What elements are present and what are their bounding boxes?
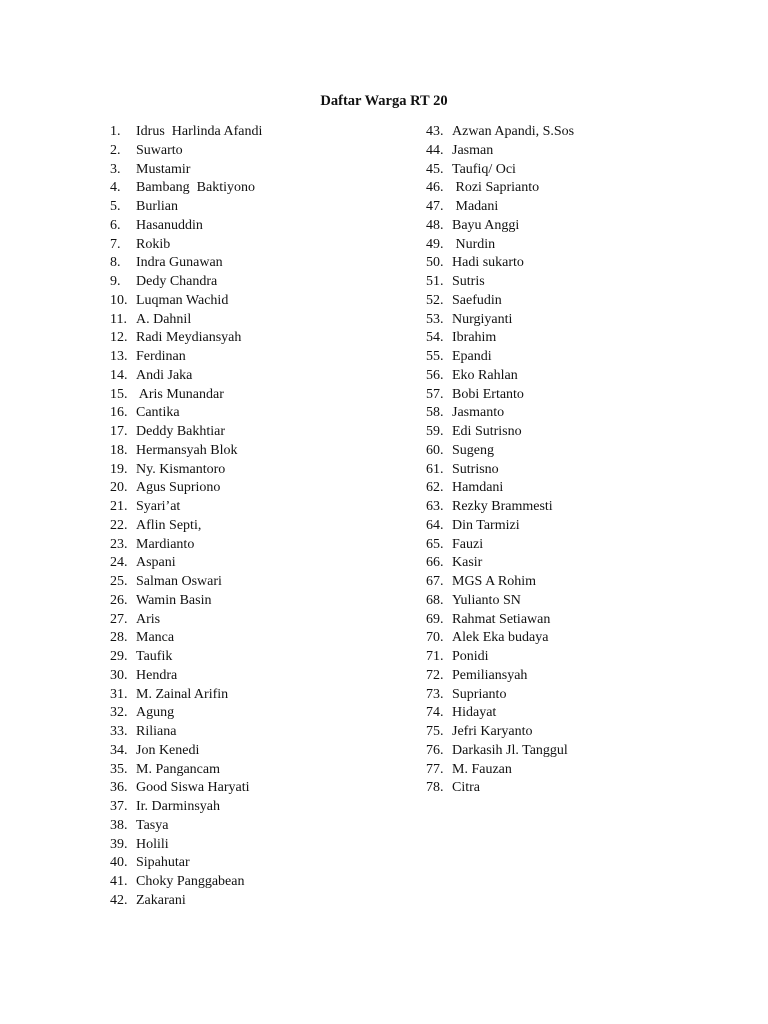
- resident-list-item: [426, 648, 726, 667]
- resident-list-item: [426, 686, 726, 705]
- resident-list-item: [426, 367, 726, 386]
- resident-name: Suwarto: [136, 142, 183, 158]
- resident-number: 76.: [426, 742, 444, 758]
- resident-list-item: [426, 611, 726, 630]
- resident-list-item: [110, 723, 410, 742]
- resident-number: 26.: [110, 592, 128, 608]
- resident-name: Mardianto: [136, 536, 195, 552]
- resident-list-item: [110, 667, 410, 686]
- resident-number: 25.: [110, 574, 128, 589]
- resident-name: Azwan Apandi, S.Sos: [452, 124, 575, 139]
- resident-number: 77.: [426, 761, 444, 777]
- resident-list-item: [426, 761, 726, 780]
- resident-number: 37.: [110, 799, 128, 814]
- resident-list-item: [110, 517, 410, 536]
- resident-number: 34.: [110, 742, 128, 758]
- resident-name: M. Zainal Arifin: [136, 686, 229, 702]
- resident-name: Saefudin: [452, 292, 502, 308]
- resident-number: 51.: [426, 274, 444, 289]
- resident-list-item: [426, 123, 726, 142]
- resident-list-item: [426, 629, 726, 648]
- resident-name: Hadi sukarto: [452, 255, 524, 271]
- resident-list-item: [426, 517, 726, 536]
- resident-list-item: [110, 479, 410, 498]
- resident-name: Ny. Kismantoro: [136, 461, 226, 477]
- page-title: Daftar Warga RT 20: [320, 93, 448, 109]
- resident-name: M. Fauzan: [452, 761, 512, 777]
- resident-name: Jon Kenedi: [136, 742, 200, 758]
- resident-list-left: [110, 123, 410, 911]
- resident-name: Sutris: [452, 274, 485, 289]
- resident-list-item: [426, 704, 726, 723]
- resident-name: Syari’at: [136, 499, 181, 514]
- resident-name: Burlian: [136, 199, 178, 214]
- resident-list-item: [110, 329, 410, 348]
- resident-number: 14.: [110, 367, 128, 383]
- resident-number: 43.: [426, 124, 444, 139]
- resident-list-item: [426, 236, 726, 255]
- resident-list-item: [110, 161, 410, 180]
- resident-list-item: [110, 704, 410, 723]
- resident-name: Deddy Bakhtiar: [136, 424, 226, 439]
- resident-list-item: [110, 798, 410, 817]
- resident-list-item: [426, 423, 726, 442]
- resident-number: 15.: [110, 386, 128, 402]
- resident-number: 60.: [426, 442, 444, 458]
- resident-number: 31.: [110, 686, 128, 702]
- resident-list-item: [110, 648, 410, 667]
- resident-list-item: [110, 404, 410, 423]
- resident-name: Pemiliansyah: [452, 667, 528, 683]
- resident-number: 73.: [426, 686, 444, 702]
- resident-name: Agus Supriono: [136, 480, 221, 496]
- resident-list-item: [110, 423, 410, 442]
- resident-number: 45.: [426, 161, 444, 177]
- resident-name: Fauzi: [452, 536, 484, 552]
- resident-list-item: [110, 779, 410, 798]
- resident-number: 44.: [426, 142, 444, 158]
- resident-number: 17.: [110, 424, 128, 439]
- resident-number: 65.: [426, 536, 444, 552]
- resident-list-item: [426, 348, 726, 367]
- resident-number: 58.: [426, 405, 444, 421]
- resident-number: 42.: [110, 892, 128, 908]
- resident-name: Nurgiyanti: [452, 311, 513, 327]
- resident-name: Bobi Ertanto: [452, 386, 524, 402]
- resident-list-item: [426, 142, 726, 161]
- resident-number: 68.: [426, 592, 444, 608]
- resident-number: 53.: [426, 311, 444, 327]
- resident-number: 2.: [110, 142, 121, 158]
- resident-name: Aris: [136, 611, 161, 627]
- resident-name: Kasir: [452, 555, 483, 571]
- resident-list-item: [426, 742, 726, 761]
- resident-number: 64.: [426, 517, 444, 533]
- resident-list-item: [426, 329, 726, 348]
- resident-number: 20.: [110, 480, 128, 496]
- resident-number: 13.: [110, 349, 128, 364]
- resident-number: 66.: [426, 555, 444, 571]
- resident-name: Luqman Wachid: [136, 292, 229, 308]
- resident-number: 71.: [426, 649, 444, 664]
- resident-name: Edi Sutrisno: [452, 424, 522, 439]
- resident-list-item: [110, 123, 410, 142]
- resident-number: 29.: [110, 649, 128, 664]
- resident-list-item: [110, 892, 410, 911]
- resident-list-item: [110, 367, 410, 386]
- resident-name: Aris Munandar: [136, 386, 224, 402]
- resident-number: 63.: [426, 499, 444, 514]
- resident-number: 6.: [110, 217, 121, 233]
- resident-number: 24.: [110, 555, 128, 571]
- resident-number: 52.: [426, 292, 444, 308]
- resident-name: Choky Panggabean: [136, 874, 245, 889]
- resident-number: 49.: [426, 236, 444, 252]
- resident-list-item: [110, 761, 410, 780]
- resident-number: 32.: [110, 705, 128, 721]
- resident-number: 48.: [426, 217, 444, 233]
- resident-name: Aspani: [136, 555, 176, 571]
- resident-name: Hendra: [136, 667, 178, 683]
- resident-list-item: [426, 723, 726, 742]
- resident-name: Hermansyah Blok: [136, 442, 238, 458]
- resident-number: 75.: [426, 724, 444, 739]
- resident-name: Jasmanto: [452, 405, 505, 421]
- resident-list-item: [426, 498, 726, 517]
- resident-number: 36.: [110, 780, 128, 796]
- resident-list-item: [110, 854, 410, 873]
- resident-number: 47.: [426, 199, 444, 214]
- resident-list-item: [110, 498, 410, 517]
- resident-list-item: [426, 779, 726, 798]
- resident-number: 39.: [110, 836, 128, 852]
- resident-name: Taufiq/ Oci: [452, 161, 516, 177]
- resident-list-item: [426, 254, 726, 273]
- resident-number: 41.: [110, 874, 128, 889]
- resident-name: Zakarani: [136, 892, 186, 908]
- resident-list-item: [110, 536, 410, 555]
- resident-number: 46.: [426, 180, 444, 196]
- resident-list-item: [110, 817, 410, 836]
- resident-list-item: [110, 611, 410, 630]
- resident-number: 16.: [110, 405, 128, 421]
- resident-list-right: [426, 123, 726, 798]
- resident-name: Eko Rahlan: [452, 367, 518, 383]
- resident-number: 72.: [426, 667, 444, 683]
- resident-number: 55.: [426, 349, 444, 364]
- resident-name: Rokib: [136, 236, 171, 252]
- resident-list-item: [110, 554, 410, 573]
- resident-name: Bayu Anggi: [452, 217, 520, 233]
- resident-name: Tasya: [136, 817, 169, 833]
- resident-list-item: [110, 254, 410, 273]
- resident-list-item: [110, 686, 410, 705]
- resident-name: Sutrisno: [452, 461, 499, 477]
- resident-list-item: [110, 836, 410, 855]
- resident-list-item: [110, 386, 410, 405]
- resident-number: 70.: [426, 630, 444, 646]
- resident-number: 12.: [110, 330, 128, 346]
- resident-name: Rozi Saprianto: [452, 180, 540, 196]
- resident-list-item: [110, 142, 410, 161]
- resident-number: 3.: [110, 161, 121, 177]
- resident-number: 59.: [426, 424, 444, 439]
- resident-list-item: [110, 198, 410, 217]
- resident-list-item: [426, 273, 726, 292]
- resident-name: Salman Oswari: [136, 574, 222, 589]
- resident-number: 69.: [426, 611, 444, 627]
- resident-number: 22.: [110, 517, 128, 533]
- resident-number: 10.: [110, 292, 128, 308]
- resident-number: 50.: [426, 255, 444, 271]
- resident-list-item: [426, 536, 726, 555]
- resident-name: Sipahutar: [136, 855, 190, 871]
- resident-number: 67.: [426, 574, 444, 589]
- resident-number: 62.: [426, 480, 444, 496]
- resident-number: 19.: [110, 461, 128, 477]
- resident-list-item: [426, 311, 726, 330]
- resident-list-item: [110, 311, 410, 330]
- resident-name: Riliana: [136, 724, 177, 739]
- resident-name: Madani: [452, 199, 499, 214]
- resident-name: Wamin Basin: [136, 592, 212, 608]
- resident-name: Mustamir: [136, 161, 191, 177]
- resident-number: 1.: [110, 124, 121, 139]
- resident-list-item: [426, 217, 726, 236]
- resident-list-item: [426, 667, 726, 686]
- resident-number: 78.: [426, 780, 444, 796]
- resident-name: MGS A Rohim: [452, 574, 537, 589]
- resident-name: Idrus Harlinda Afandi: [136, 124, 263, 139]
- resident-name: Din Tarmizi: [452, 517, 520, 533]
- resident-name: A. Dahnil: [136, 311, 192, 327]
- resident-number: 35.: [110, 761, 128, 777]
- resident-number: 11.: [110, 311, 127, 327]
- resident-name: Agung: [136, 705, 175, 721]
- resident-name: Nurdin: [452, 236, 496, 252]
- resident-number: 40.: [110, 855, 128, 871]
- resident-list-item: [110, 873, 410, 892]
- resident-name: Dedy Chandra: [136, 274, 218, 289]
- resident-number: 57.: [426, 386, 444, 402]
- resident-name: Hidayat: [452, 705, 497, 721]
- resident-list-item: [426, 179, 726, 198]
- resident-list-item: [110, 442, 410, 461]
- resident-list-item: [110, 236, 410, 255]
- resident-name: Darkasih Jl. Tanggul: [452, 742, 568, 758]
- resident-list-item: [426, 292, 726, 311]
- resident-name: Aflin Septi,: [136, 517, 202, 533]
- resident-name: Ponidi: [452, 649, 489, 664]
- resident-name: Suprianto: [452, 686, 507, 702]
- resident-list-item: [426, 461, 726, 480]
- resident-number: 7.: [110, 236, 121, 252]
- resident-number: 56.: [426, 367, 444, 383]
- resident-number: 9.: [110, 274, 121, 289]
- resident-name: Rezky Brammesti: [452, 499, 553, 514]
- resident-number: 18.: [110, 442, 128, 458]
- resident-list-item: [110, 217, 410, 236]
- resident-name: Good Siswa Haryati: [136, 780, 250, 796]
- resident-number: 28.: [110, 630, 128, 646]
- resident-name: Indra Gunawan: [136, 255, 223, 271]
- resident-name: Ibrahim: [452, 330, 497, 346]
- resident-name: Bambang Baktiyono: [136, 180, 255, 196]
- resident-list-item: [110, 292, 410, 311]
- resident-name: Yulianto SN: [452, 592, 521, 608]
- resident-list-item: [426, 404, 726, 423]
- resident-list-item: [426, 554, 726, 573]
- resident-name: Epandi: [452, 349, 492, 364]
- resident-number: 5.: [110, 199, 121, 214]
- resident-list-item: [110, 461, 410, 480]
- resident-number: 38.: [110, 817, 128, 833]
- resident-list-item: [426, 386, 726, 405]
- resident-name: Hasanuddin: [136, 217, 203, 233]
- resident-list-item: [426, 198, 726, 217]
- resident-list-item: [110, 179, 410, 198]
- resident-number: 61.: [426, 461, 444, 477]
- resident-list-item: [110, 348, 410, 367]
- resident-name: Alek Eka budaya: [452, 630, 549, 646]
- resident-list-item: [426, 161, 726, 180]
- resident-name: Cantika: [136, 405, 180, 421]
- resident-name: Ir. Darminsyah: [136, 799, 220, 814]
- resident-name: Citra: [452, 780, 480, 796]
- resident-number: 74.: [426, 705, 444, 721]
- resident-name: Andi Jaka: [136, 367, 193, 383]
- resident-list-item: [426, 442, 726, 461]
- resident-number: 4.: [110, 180, 121, 196]
- resident-number: 54.: [426, 330, 444, 346]
- resident-number: 27.: [110, 611, 128, 627]
- resident-name: Ferdinan: [136, 349, 186, 364]
- resident-name: Radi Meydiansyah: [136, 330, 242, 346]
- resident-list-item: [110, 273, 410, 292]
- resident-number: 21.: [110, 499, 128, 514]
- resident-number: 23.: [110, 536, 128, 552]
- resident-number: 30.: [110, 667, 128, 683]
- resident-name: Taufik: [136, 649, 173, 664]
- resident-list-item: [110, 742, 410, 761]
- resident-name: Manca: [136, 630, 175, 646]
- resident-list-item: [426, 573, 726, 592]
- resident-name: Holili: [136, 836, 169, 852]
- resident-name: M. Pangancam: [136, 761, 220, 777]
- resident-name: Jasman: [452, 142, 494, 158]
- resident-number: 8.: [110, 255, 121, 271]
- resident-list-item: [110, 592, 410, 611]
- resident-number: 33.: [110, 724, 128, 739]
- resident-name: Hamdani: [452, 480, 504, 496]
- resident-name: Sugeng: [452, 442, 494, 458]
- resident-list-item: [110, 629, 410, 648]
- resident-list-item: [426, 592, 726, 611]
- resident-name: Rahmat Setiawan: [452, 611, 551, 627]
- resident-list-item: [426, 479, 726, 498]
- resident-name: Jefri Karyanto: [452, 724, 533, 739]
- resident-list-item: [110, 573, 410, 592]
